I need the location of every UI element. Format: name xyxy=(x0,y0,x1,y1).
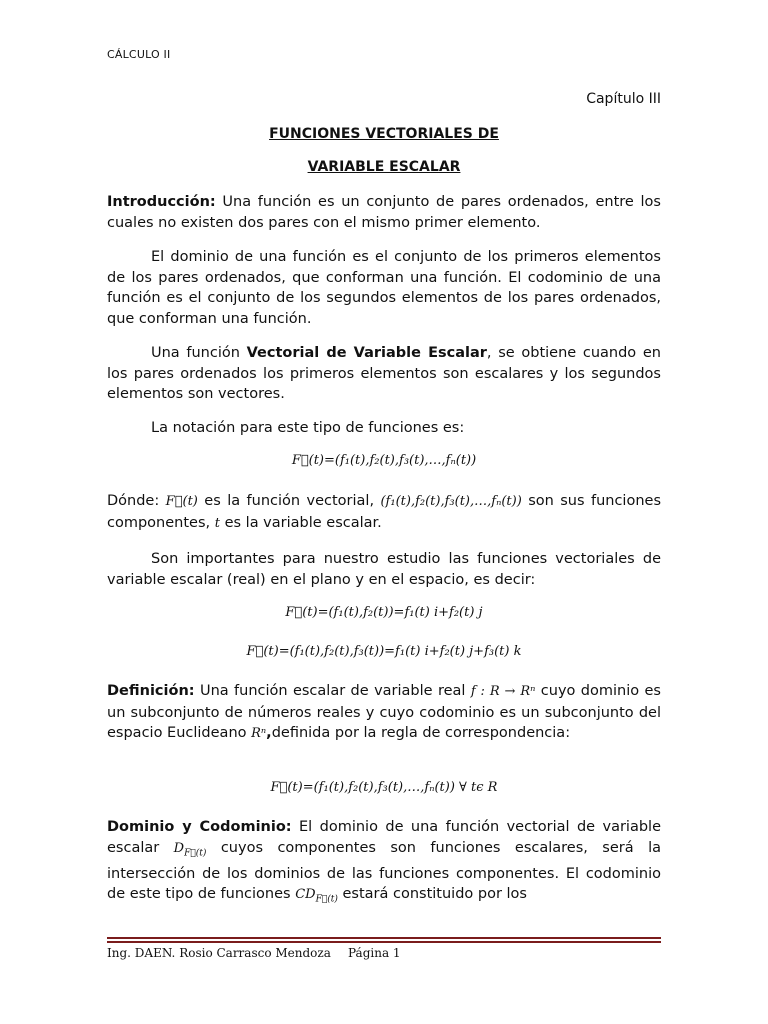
notation-paragraph xyxy=(107,418,661,439)
title-line-2: VARIABLE ESCALAR xyxy=(307,159,461,175)
vectorial-bold: Vectorial de Variable Escalar xyxy=(246,345,487,361)
vectorial-pre: Una función xyxy=(151,345,247,361)
donde-math-f: F⃗(t) xyxy=(165,494,198,509)
dominio-math-d-sub: F⃗(t) xyxy=(184,848,207,859)
intro-paragraph xyxy=(107,192,661,233)
intro-label: Introducción: xyxy=(107,194,216,210)
donde-math-t: t xyxy=(214,515,220,531)
equation-notation: F⃗(t)=(f₁(t),f₂(t),f₃(t),…,fₙ(t)) xyxy=(291,453,477,468)
donde-pre: Dónde: xyxy=(107,493,166,509)
domain-paragraph xyxy=(107,247,661,329)
donde-mid1: es la función vectorial, xyxy=(197,493,381,509)
important-paragraph xyxy=(107,549,661,590)
equation-space: F⃗(t)=(f₁(t),f₂(t),f₃(t))=f₁(t) i+f₂(t) j+f₃(t) k xyxy=(246,644,522,659)
definition-math-rn: Rⁿ xyxy=(251,726,267,741)
dominio-mid: cuyos componentes son funciones escalares, será la intersección de los dominios de las funciones componentes. El codominio de este tipo de funciones xyxy=(107,839,661,903)
definition-paragraph xyxy=(107,681,661,745)
definition-math-map: f : R → Rⁿ xyxy=(470,684,536,699)
donde-paragraph xyxy=(107,491,661,534)
dominio-codominio-paragraph xyxy=(107,817,661,910)
intro-text: Una función es un conjunto de pares ordenados, entre los cuales no existen dos pares con el mismo primer elemento. xyxy=(107,194,661,231)
footer-rule-top xyxy=(107,937,661,939)
dominio-math-cd-base: CD xyxy=(295,887,316,903)
title-line-1: FUNCIONES VECTORIALES DE xyxy=(269,126,499,142)
donde-post: es la variable escalar. xyxy=(219,514,382,531)
dominio-label: Dominio y Codominio: xyxy=(107,819,292,835)
notation-text: La notación para este tipo de funciones es: xyxy=(151,420,465,436)
vectorial-paragraph xyxy=(107,343,661,405)
running-header: CÁLCULO II xyxy=(107,48,171,61)
dominio-post: estará constituido por los xyxy=(337,886,527,903)
important-text: Son importantes para nuestro estudio las funciones vectoriales de variable escalar (real) en el plano y en el espacio, es decir: xyxy=(107,551,661,588)
dominio-math-cd-sub: F⃗(t) xyxy=(315,894,338,905)
equation-definition: F⃗(t)=(f₁(t),f₂(t),f₃(t),…,fₙ(t)) ∀ tϵ R xyxy=(270,780,498,795)
dominio-math-cd xyxy=(295,887,338,905)
definition-comma: , xyxy=(266,725,272,741)
definition-label: Definición: xyxy=(107,683,195,699)
donde-math-components: (f₁(t),f₂(t),f₃(t),…,fₙ(t)) xyxy=(380,494,522,509)
dominio-pre: El dominio de una función vectorial de variable escalar xyxy=(107,819,661,856)
footer-rule-bottom xyxy=(107,941,661,943)
footer-page-number: Página 1 xyxy=(348,946,401,960)
footer-rule xyxy=(107,937,661,943)
dominio-math-d xyxy=(173,840,207,859)
chapter-label: Capítulo III xyxy=(586,91,661,107)
definition-mid: cuyo dominio es un subconjunto de números reales y cuyo codominio es un subconjunto del espacio Euclideano xyxy=(107,683,661,741)
definition-post: definida por la regla de correspondencia: xyxy=(271,725,571,741)
footer-author: Ing. DAEN. Rosio Carrasco Mendoza xyxy=(107,946,331,960)
donde-mid2: son sus funciones componentes, xyxy=(107,493,661,531)
equation-plane: F⃗(t)=(f₁(t),f₂(t))=f₁(t) i+f₂(t) j xyxy=(285,605,483,620)
dominio-math-d-base: D xyxy=(173,840,185,856)
vectorial-post: , se obtiene cuando en los pares ordenados los primeros elementos son escalares y los segundos elementos son vectores. xyxy=(107,345,661,402)
domain-text: El dominio de una función es el conjunto de los primeros elementos de los pares ordenados, que conforman una función. El codominio de una función es el conjunto de los segundos elementos de los pares ordenados, que conforman una función. xyxy=(107,249,661,327)
definition-pre: Una función escalar de variable real xyxy=(194,683,471,699)
